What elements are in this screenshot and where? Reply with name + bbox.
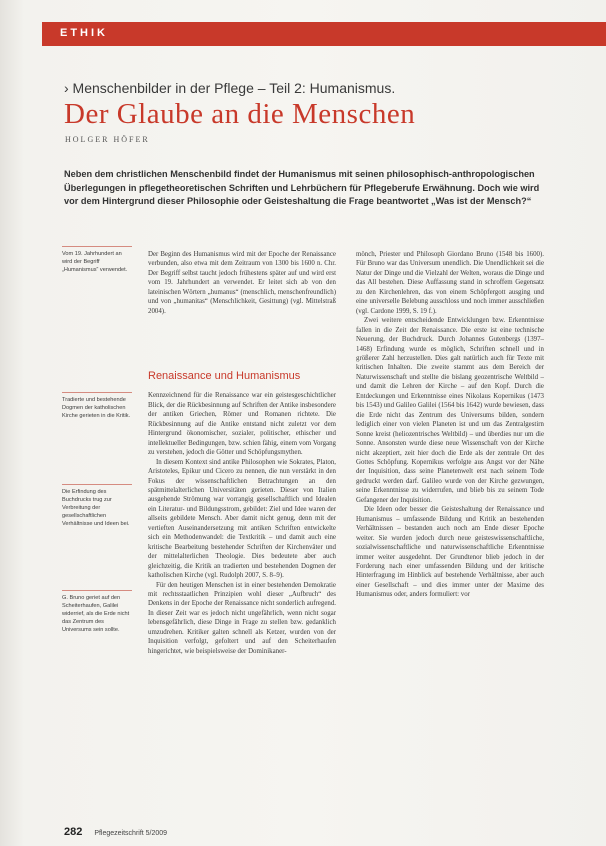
margin-note: Die Erfindung des Buchdrucks trug zur Verbreitung der gesellschaftlichen Verhältnisse und Ideen bei. <box>62 484 132 528</box>
body-paragraph: In diesem Kontext sind antike Philosophen wie Sokrates, Platon, Aristoteles, Epikur und Cicero zu nennen, die nun verstärkt in den Fokus der wissenschaftlichen Betrachtungen an den spätmittelalterlichen Universitäten gerieten. Dieser von Italien ausgehende Strömung war vorrangig gesellschaftlich und Idealen ein Literatur- und Bildungsstrom, gebildet: Ziel und Idee waren der allseits gebildete Mensch. Aber damit nicht genug, denn mit der vertieften Auseinandersetzung mit antiken Schriften entwickelte sich ein Methodenwandel: die Textkritik – und damit auch eine kritische Bearbeitung bestehender Schriften der Kirchenväter und der mittelalterlichen Theologie. Dies bedeutete aber auch gleichzeitig, die Kritik an tradierten und bestehenden Dogmen der katholischen Kirche (vgl. Rudolph 2007, S. 8–9). <box>148 458 336 580</box>
body-paragraph: Für den heutigen Menschen ist in einer bestehenden Demokratie mit rechtsstaatlichen Prinzipien wohl dieser „Aufbruch“ des Denkens in der Epoche der Renaissance nicht sonderlich aufregend. In dieser Zeit war es jedoch nicht ungefährlich, wenn nicht sogar lebensgefährlich, diese Dinge in Frage zu stellen bzw. gedanklich umzudrehen. Kritiker galten schnell als Ketzer, wurden von der Inquisition verfolgt, gefoltert und auf den Scheiterhaufen hingerichtet, wie beispielsweise der Dominikaner- <box>148 581 336 655</box>
text-column-right <box>356 250 544 790</box>
article-subtitle: › Menschenbilder in der Pflege – Teil 2: Humanismus. <box>64 80 396 96</box>
margin-note: Vom 19. Jahrhundert an wird der Begriff „Humanismus“ verwendet. <box>62 246 132 274</box>
page-number: 282 <box>64 826 83 838</box>
body-paragraph: Kennzeichnend für die Renaissance war ein geistesgeschichtlicher Blick, der die Rückbesinnung auf Schriften der Antike insbesondere der antiken Griechen, Römer und Romanen richtete. Die Rückbesinnung auf die Antike entstand nicht zuletzt vor dem Hintergrund ökonomischer, sozialer, politischer, ethischer und intellektueller Bedingungen, bzw. schien fähig, einem vom Vorgang zu verstehen, jedoch die Götter und Schöpfungsmythen. <box>148 392 336 457</box>
intro-paragraph: Der Beginn des Humanismus wird mit der Epoche der Renaissance verbunden, also etwa mit dem Zeitraum von 1300 bis 1600 n. Chr. Der Begriff selbst taucht jedoch frühestens später auf und wird erst vom 19. Jahrhundert an verwendet. Er leitet sich ab von den lateinischen Wörtern „humanus“ (menschlich, menschenfreundlich) und von „humanitas“ (Menschlichkeit, Gesittung) (vgl. Mittelstraß 2004). <box>148 251 336 315</box>
text-column-left <box>148 250 336 787</box>
body-paragraph: Zwei weitere entscheidende Entwicklungen bzw. Erkenntnisse fallen in die Zeit der Renaissance. Die erste ist eine technische Neuerung, der Buchdruck. Durch Johannes Gutenbergs (1397–1468) Erfindung wurde es möglich, Schriften schnell und in größerer Zahl herzustellen. Dies galt natürlich auch für Texte mit kritischen Inhalten. Die zweite stammt aus dem Bereich der Naturwissenschaft und stellte die bislang geozentrische Weltbild – und damit die Lehren der Kirche – auf den Kopf. Durch die Entdeckungen und Erkenntnisse eines Nikolaus Kopernikus (1473 bis 1543) und Galileo Galilei (1564 bis 1642) wurde bewiesen, dass die Erde nicht das Zentrum des Universums bilden, sondern lediglich einer von vielen Planeten ist und um das Zentralgestirn Sonne kreist (heliozentrisches Weltbild) – und überdies nur um die Sonne. Ansonsten wurde diese neue Wissenschaft von der Kirche nicht akzeptiert, zeit hier doch die Erde als der zentrale Ort des Gottes Schöpfung. Kopernikus verfolgte aus Angst vor der Nähe der Inquisition, dass seine Planetenwelt erst nach seinem Tode gedruckt werden darf. Galileo wurde von der Kirche gezwungen, seine Erkenntnisse zu widerrufen, und blieb bis zu seinem Tode Gefangener der Inquisition. <box>356 317 544 504</box>
article-author: HOLGER HÖFER <box>65 135 150 144</box>
margin-note: Tradierte und bestehende Dogmen der katholischen Kirche gerieten in die Kritik. <box>62 392 132 420</box>
section-heading: Renaissance und Humanismus <box>148 370 301 382</box>
margin-note: G. Bruno geriet auf den Scheiterhaufen, Galilei widerrief, als die Erde nicht das Zentrum des Universums sein sollte. <box>62 590 132 634</box>
section-banner <box>42 22 606 46</box>
body-paragraph: mönch, Priester und Philosoph Giordano Bruno (1548 bis 1600). Für Bruno war das Universum unendlich. Die Unendlichkeit sei die Natur der Dinge und die Vielzahl der Welten, woraus die Dinge und das All bestehen. Diese Auffassung stand in schroffem Gegensatz zu den Kirchenlehren, das von einem Schöpfergott ausging und eine universelle Belebung ausschloss und noch immer ausschließen (vgl. Cardone 1999, S. 19 f.). <box>356 251 544 315</box>
article-lead: Neben dem christlichen Menschenbild findet der Humanismus mit seinen philosophisch-anthropologischen Überlegungen in pflegetheoretischen Schriften und Lehrbüchern für Pflegeberufe Erwähnung. Doch wie wird vor dem Hintergrund dieser Philosophie oder Geisteshaltung die Frage beantwortet „Was ist der Mensch?“ <box>64 169 540 207</box>
journal-name: Pflegezeitschrift 5/2009 <box>94 830 168 837</box>
body-paragraph: Die Ideen oder besser die Geisteshaltung der Renaissance und Humanismus – umfassende Bildung und Kritik an bestehenden Verhältnissen – bestanden auch noch am Ende dieser Epoche weiter. Sie wurden jedoch durch neue geisteswissenschaftliche, sozialwissenschaftliche und naturwissenschaftliche Erkenntnisse immer weiter ausgedehnt. Der Grundtenor blieb jedoch in der Forderung nach einer umfassenden Bildung und der kritische Hinterfragung im Hinblick auf bestehende Verhältnisse, aber auch einer Gesellschaft – und dies immer unter der Maxime des Humanismus oder, anders formuliert: vor <box>356 506 544 599</box>
section-label: ETHIK <box>60 27 108 39</box>
article-title: Der Glaube an die Menschen <box>64 98 416 130</box>
page-footer <box>64 826 167 838</box>
